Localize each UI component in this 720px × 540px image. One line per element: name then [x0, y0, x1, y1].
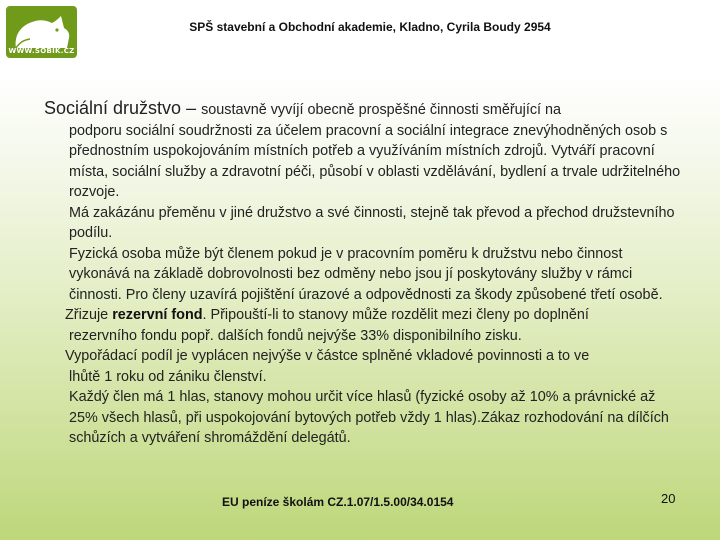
- reserve-fund-prefix: Zřizuje: [65, 307, 113, 323]
- title-rest: soustavně vyvíjí obecně prospěšné činnosti směřující na: [201, 102, 562, 118]
- reserve-fund-continuation: rezervního fondu popř. dalších fondů nejvýše 33% disponibilního zisku.: [69, 327, 522, 344]
- title-line: [44, 98, 684, 121]
- reserve-fund-term: rezervní fond: [112, 307, 203, 323]
- slide-title: Sociální družstvo: [44, 98, 182, 118]
- footer-text: EU peníze školám CZ.1.07/1.5.00/34.0154: [222, 495, 454, 509]
- reserve-fund-first-line: . Připouští-li to stanovy může rozdělit mezi členy po doplnění: [202, 307, 589, 323]
- page-number: 20: [661, 491, 676, 506]
- paragraph-membership: Fyzická osoba může být členem pokud je v pracovním poměru k družstvu nebo činnost vykonává na základě dobrovolnosti bez odměny nebo jsou jí poskytovány služby v rámci činnosti. Pro členy uzavírá pojištění úrazové a odpovědnosti za škody způsobené třetí osobě.: [69, 245, 663, 303]
- slide-body: [44, 98, 684, 449]
- settlement-continuation: lhůtě 1 roku od zániku členství.: [69, 368, 267, 385]
- title-dash: –: [181, 98, 202, 118]
- settlement-first-line: Vypořádací podíl je vyplácen nejvýše v částce splněné vkladové povinnosti a to ve: [65, 348, 590, 364]
- logo-text: WWW.SOBIK.CZ: [8, 47, 75, 55]
- paragraph-purpose: podporu sociální soudržnosti za účelem pracovní a sociální integrace znevýhodněných osob s přednostním uspokojováním místních potřeb a využíváním místních zdrojů. Vytváří pracovní místa, sociální služby a zdravotní péči, působí v oblasti vzdělávání, bydlení a trvale udržitelného rozvoje.: [69, 122, 681, 200]
- paragraph-reserve-fund: [44, 305, 684, 346]
- paragraph-voting: Každý člen má 1 hlas, stanovy mohou určit více hlasů (fyzické osoby až 10% a právnické až 25% všech hlasů, při uspokojování bytových potřeb vždy 1 hlas).Zákaz rozhodování na dílčích schůzích a vytváření shromáždění delegátů.: [69, 389, 669, 446]
- header-title: SPŠ stavební a Obchodní akademie, Kladno, Cyrila Boudy 2954: [189, 20, 551, 34]
- paragraph-transformation: Má zakázánu přeměnu v jiné družstvo a své činnosti, stejně tak převod a přechod družstevního podílu.: [69, 204, 675, 241]
- paragraph-settlement-share: [44, 346, 684, 387]
